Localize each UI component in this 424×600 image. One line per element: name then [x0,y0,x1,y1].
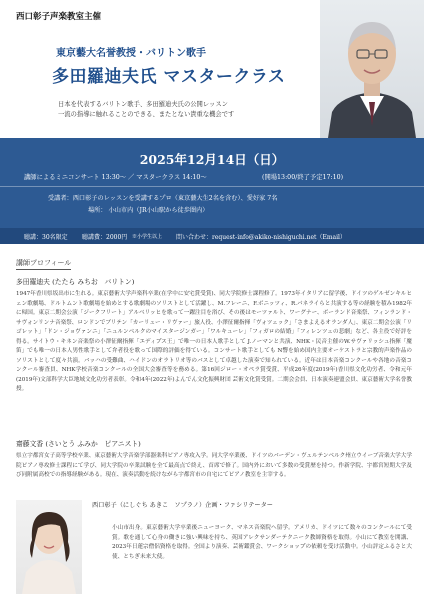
description-line: 日本を代表するバリトン歌手、多田羅迪夫氏の公開レッスン [58,101,228,108]
lecturer-photo [320,0,424,138]
accompanist-name: 齋藤文香 (さいとう ふみか ピアニスト) [16,440,141,448]
divider [0,186,424,187]
event-details [48,193,277,216]
event-info-band [0,138,424,244]
fees-bar [0,228,424,244]
masterclass-title: 多田羅迪夫氏 マスタークラス [52,67,286,87]
venue-info: 場所： 小山市内（JR小山駅から徒歩圏内） [88,206,209,214]
contact-info: 問い合わせ：request-info@akiko-nishiguchi.net（Email） [176,234,346,241]
event-date: 2025年12月14日（日） [139,152,285,167]
lecturer-profile-section [16,250,412,395]
participants-info: 受講者：西口彰子のレッスンを受講するプロ（東京藝大生2名を含む）、愛好家 7名 [48,195,278,202]
accompanist-bio: 県立宇都宮女子高等学校卒業、東京藝術大学音楽学部器楽科ピアノ専攻入学。同大学卒業後、ドイツのバーデン・ヴュルテンベルク州立ウイーブ音楽大学大学院ピアノ専攻修士課程にて学び、同大学院の卒業試験を全て最高点で終え、首席で修了。国内外において多数の受賞歴を持つ。作新学院、宇都宮短期大学及び同附属高校での指導経験がある。現在、演奏活動を続けながら宇都宮市の自宅にてピアノ教室を主宰する。 [16,453,412,478]
fee-note: ※小学生以上 [132,234,163,240]
organizer-bio: 小山市出身。東京藝術大学卒業後ニューヨーク、マネス音楽院へ留学。アメリカ、ドイツにて数々のコンクールにて受賞。歌を通して心身の働きに強い興味を持ち、英国アレクサンダーテクニーク教師資格を取得。小山にて教室を開講、2023年日蓮宗僧侶資格を取得。全国より演奏、芸術鑑賞会、ワークショップの依頼を受け活動中。小山評定ふるさと大使、とちぎ未来大使。 [112,525,412,560]
profile-heading: 講師プロフィール [16,258,71,270]
organizer-portrait-image [16,500,82,594]
lecturer-bio: 1947年香川県坂出市に生れる。東京藝術大学声楽科卒業(在学中に安宅賞受賞)、同大学院修士課程修了。1973年イタリアに留学後、ドイツのゲルゼンキルヒェン歌劇場、ドルトムント歌劇場を始めとする歌劇場のソリストとして活躍し、M.フレーニ、F.ボニッツィ、R.パネライらと共演する等の経験を積み1982年に帰国。東京二期会公演「ジークフリート」アルベリッヒを歌って一躍注目を浴び、その後はモーツァルト、ワーグナー、ボーランド音楽祭、フィンランド・サヴォンリンナ音楽祭、ロンドンでブリテン「カーリュー・リヴァー」旅人役、小澤征爾指揮「ヴォツェック」「さまよえるオランダ人」、東京二期会公演「リゴレット」「ドン・ジョヴァンニ」「ニュルンベルクのマイスタージンガー」「ワルキューレ」「フィガロの結婚」「フィレンツェの悲劇」など、各主役で好評を得る。サイトウ・キネン音楽祭の小澤征爾指揮「エディプス王」で唯一の日本人歌手として J.ノーマンと共演、NHK・民音主催のW.サヴァリッシュ指揮「魔笛」でも唯一の日本人男性歌手として弁者役を歌って国際的評価を得ている。コンサート歌手としても N響を始め国内主要オーケストラと宗教的声楽作品のソリストとして度々共演。バッハの受難曲、ハイドンのオラトリオ等のバスとして卓越した演奏で知られている。近年は日本音楽コンクールや各地の音楽コンクール審査員、NHK学校音楽コンクールの全国大会審査等を務める。第16回ジロー・オペラ賞受賞、平成26年度(2019年)香川県文化功労者、令和元年(2019年)文部科学大臣地域文化功労者表彰。令和4年(2022年)よんでん文化振興財団 芸術文化賞受賞。二期会会員、日本演奏連盟会員、東京藝術大学名誉教授。 [16,291,412,392]
fee-info: 聴講費：2000円 [82,234,128,241]
organizer-name: 西口彰子（にしぐち あきこ ソプラノ）企画・ファシリテーター [92,502,273,509]
accompanist-section [16,438,412,481]
organizer-label: 西口彰子声楽教室主催 [16,12,102,22]
capacity-info: 聴講：30名限定 [24,234,68,241]
lecturer-subtitle: 東京藝大名誉教授・バリトン歌手 [56,48,206,59]
organizer-photo [16,500,82,594]
doors-open-time: (開場13:00/終了予定17:10) [262,174,344,181]
lecturer-portrait-image [320,0,424,138]
event-description [58,100,234,120]
event-schedule: 講師によるミニコンサート 13:30～ ／ マスタークラス 14:10～ [24,174,207,181]
description-line: 一流の指導に触れることのできる、またとない貴重な機会です [58,111,235,118]
flyer-header [0,0,424,138]
lecturer-name: 多田羅迪夫 (たたら みちお バリトン) [16,278,135,286]
